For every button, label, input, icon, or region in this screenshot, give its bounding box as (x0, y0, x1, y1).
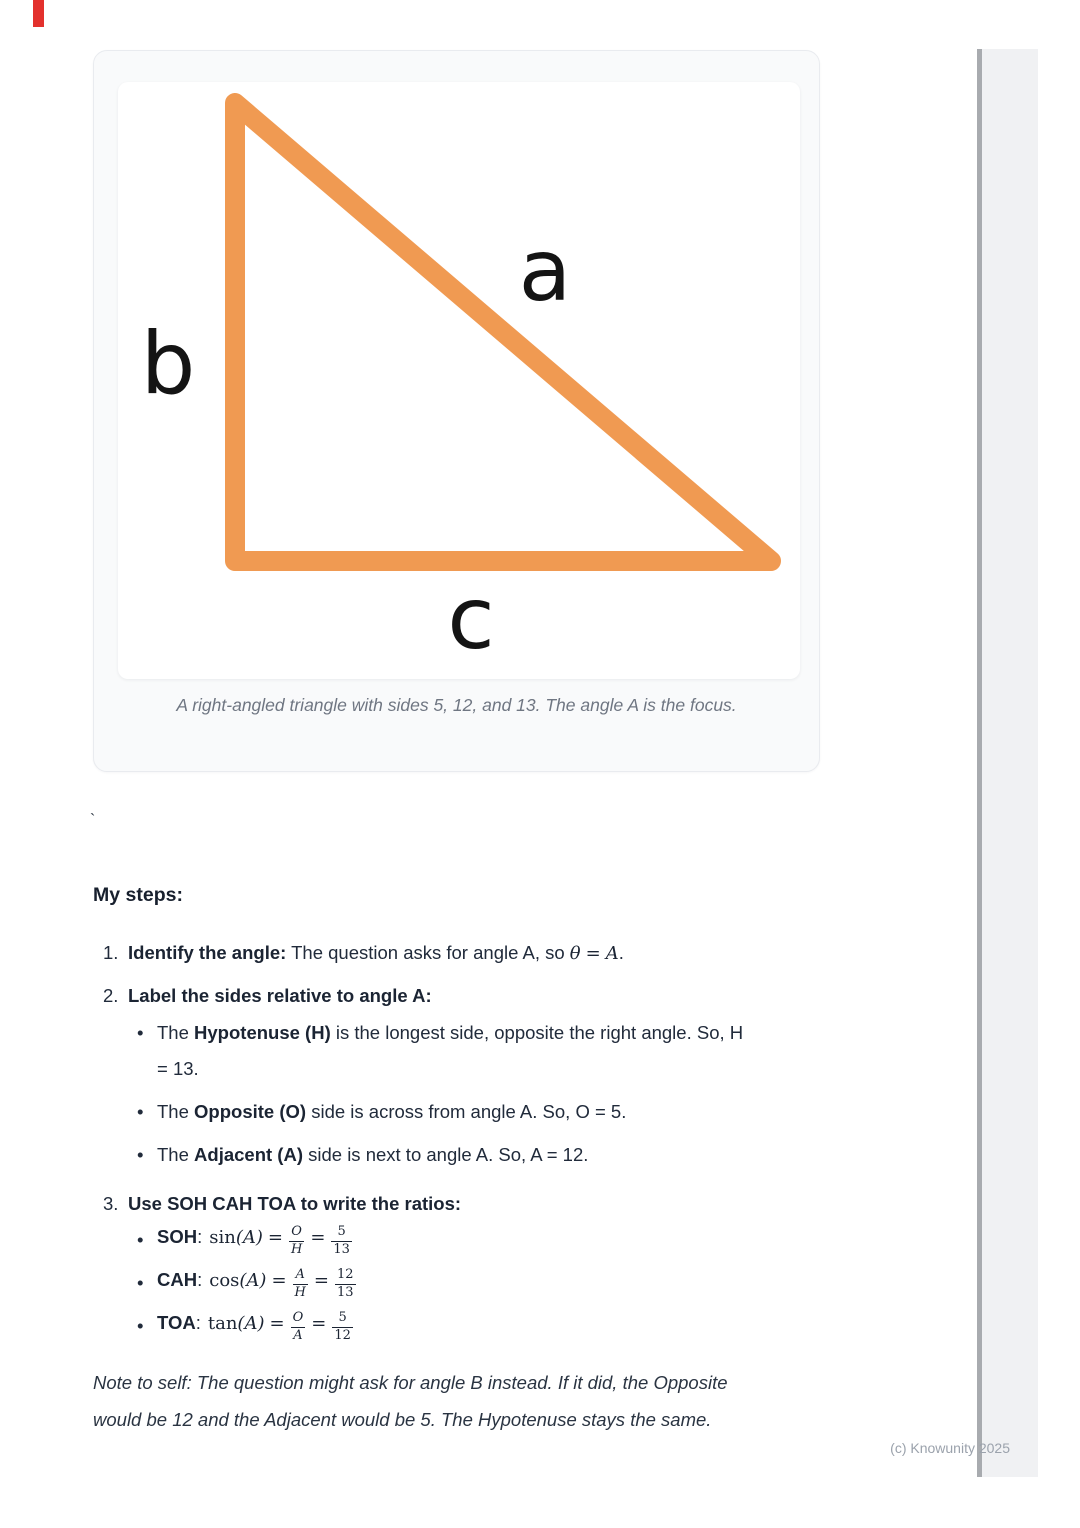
step-1-bold: Identify the angle: (128, 942, 287, 963)
triangle-label-b: b (140, 314, 196, 414)
math-equals: = (267, 1227, 283, 1248)
ratio-label: SOH (157, 1226, 198, 1247)
note-to-self (93, 1364, 863, 1438)
step-1 (93, 939, 863, 968)
ratio-colon: : (197, 1269, 203, 1290)
math-equals: = (271, 1270, 287, 1291)
step-number: 3. (103, 1193, 119, 1214)
step-3 (93, 1190, 863, 1218)
bullet-pre: The (157, 1101, 195, 1122)
step-1-text: The question asks for angle A, so (286, 942, 570, 963)
triangle-image (118, 82, 800, 679)
fraction-oa: $\frac{O}{A}$ (292, 1310, 304, 1343)
ratio-toa (93, 1308, 863, 1344)
bullet-bold: Opposite (O) (194, 1101, 307, 1122)
step-number: 1. (103, 942, 119, 963)
fraction-5-12: $\frac{5}{12}$ (334, 1310, 351, 1343)
step-number: 2. (103, 985, 119, 1006)
math-fn-cos: cos (209, 1270, 240, 1291)
steps-heading: My steps: (93, 884, 183, 906)
fraction-oh: $\frac{O}{H}$ (290, 1224, 303, 1257)
bullet-post: is the longest side, opposite the right angle. So, H (330, 1022, 744, 1043)
bullet-line2: = 13. (157, 1058, 199, 1079)
math-theta: θ (569, 943, 581, 964)
figure-caption: A right-angled triangle with sides 5, 12, and 13. The angle A is the focus. (176, 695, 737, 715)
step-2-bold: Label the sides relative to angle A: (128, 985, 432, 1006)
bullet-marker: • (137, 1144, 144, 1165)
ratio-colon: : (197, 1226, 203, 1247)
math-equals: = (311, 1313, 327, 1334)
figure-card (93, 50, 820, 772)
ratio-soh (93, 1222, 863, 1258)
bullet-marker: • (137, 1229, 144, 1250)
note-line-2: would be 12 and the Adjacent would be 5. The Hypotenuse stays the same. (93, 1409, 712, 1430)
bullet-marker: • (137, 1101, 144, 1122)
step-1-tail: . (618, 942, 624, 963)
triangle-shape (235, 103, 771, 561)
note-line-1: Note to self: The question might ask for angle B instead. If it did, the Opposite (93, 1372, 728, 1393)
fraction-12-13: $\frac{12}{13}$ (336, 1267, 354, 1300)
bullet-marker: • (137, 1315, 144, 1336)
math-fn-tan: tan (207, 1313, 238, 1334)
math-arg: (A) (237, 1313, 265, 1334)
bullet-adjacent (93, 1137, 863, 1173)
triangle-label-a: a (518, 221, 572, 321)
math-arg: (A) (235, 1227, 263, 1248)
math-equals: = (313, 1270, 329, 1291)
bullet-marker: • (137, 1022, 144, 1043)
fraction-ah: $\frac{A}{H}$ (294, 1267, 306, 1300)
bullet-pre: The (157, 1144, 195, 1165)
math-equals: = (585, 943, 601, 964)
bullet-post: side is next to angle A. So, A = 12. (302, 1144, 589, 1165)
math-fn-sin: sin (209, 1227, 236, 1248)
math-equals: = (269, 1313, 285, 1334)
ratio-label: TOA (157, 1312, 196, 1333)
bullet-pre: The (157, 1022, 195, 1043)
bullet-opposite (93, 1094, 863, 1130)
math-var-a: A (605, 943, 619, 964)
step-3-bold: Use SOH CAH TOA to write the ratios: (128, 1193, 462, 1214)
fraction-5-13: $\frac{5}{13}$ (333, 1224, 350, 1257)
bullet-bold: Hypotenuse (H) (194, 1022, 331, 1043)
red-marker (33, 0, 44, 27)
ratio-cah (93, 1265, 863, 1301)
triangle-svg (118, 82, 800, 679)
math-equals: = (310, 1227, 326, 1248)
ratio-colon: : (195, 1312, 201, 1333)
triangle-label-c: c (447, 569, 495, 669)
math-arg: (A) (239, 1270, 267, 1291)
bullet-bold: Adjacent (A) (194, 1144, 303, 1165)
bullet-post: side is across from angle A. So, O = 5. (306, 1101, 627, 1122)
stray-backtick: ` (90, 812, 96, 829)
step-2 (93, 982, 863, 1010)
ratio-label: CAH (157, 1269, 198, 1290)
bullet-hypotenuse (93, 1015, 863, 1087)
bullet-marker: • (137, 1272, 144, 1293)
copyright-footer: (c) Knowunity 2025 (890, 1440, 1010, 1456)
scrollbar-track[interactable] (977, 49, 1038, 1477)
